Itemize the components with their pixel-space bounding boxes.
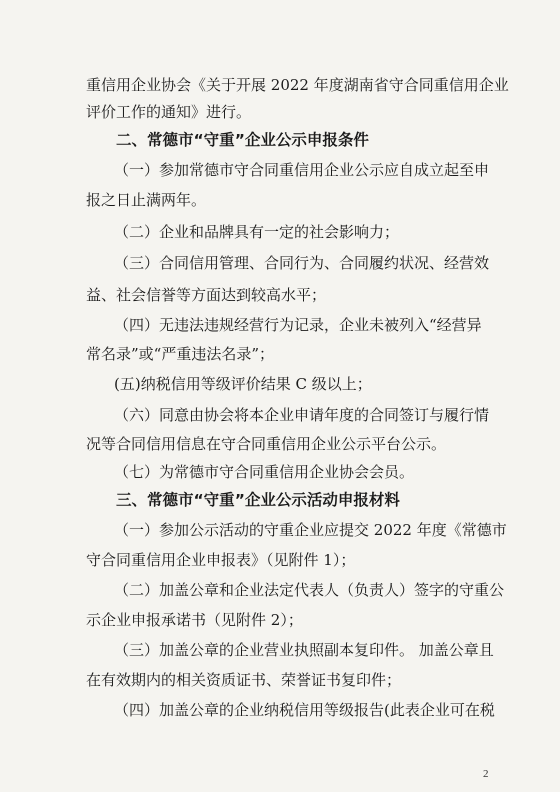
- body-line: （二）企业和品牌具有一定的社会影响力；: [114, 223, 400, 241]
- body-line: 在有效期内的相关资质证书、荣誉证书复印件；: [86, 671, 402, 689]
- body-line: （三）合同信用管理、合同行为、合同履约状况、经营效: [114, 254, 490, 272]
- body-line: (五)纳税信用等级评价结果 C 级以上；: [114, 375, 372, 393]
- body-line: （一）参加常德市守合同重信用企业公示应自成立起至申: [114, 161, 490, 179]
- section-heading: 三、常德市“守重”企业公示活动申报材料: [116, 491, 400, 509]
- body-line: （三）加盖公章的企业营业执照副本复印件。 加盖公章且: [114, 641, 494, 659]
- body-line: （六）同意由协会将本企业申请年度的合同签订与履行情: [114, 406, 490, 424]
- body-line: （一）参加公示活动的守重企业应提交 2022 年度《常德市: [114, 521, 507, 539]
- section-heading: 二、常德市“守重”企业公示申报条件: [116, 131, 369, 149]
- body-line: （二）加盖公章和企业法定代表人（负责人）签字的守重公: [114, 581, 505, 599]
- body-line: 况等合同信用信息在守合同重信用企业公示平台公示。: [86, 435, 447, 453]
- body-line: 益、社会信誉等方面达到较高水平；: [86, 286, 327, 304]
- body-line: （四）加盖公章的企业纳税信用等级报告(此表企业可在税: [114, 701, 495, 719]
- body-line: 示企业申报承诺书（见附件 2）；: [86, 611, 303, 629]
- body-line: 守合同重信用企业申报表》（见附件 1）；: [86, 551, 356, 569]
- body-line: 评价工作的通知》进行。: [86, 103, 252, 121]
- body-line: 报之日止满两年。: [86, 191, 207, 209]
- body-line: （四）无违法违规经营行为记录，企业未被列入“经营异: [114, 316, 482, 334]
- page-number: 2: [483, 768, 489, 780]
- body-line: 重信用企业协会《关于开展 2022 年度湖南省守合同重信用企业: [86, 76, 509, 94]
- body-line: （七）为常德市守合同重信用企业协会会员。: [114, 463, 415, 481]
- body-line: 常名录”或“严重违法名录”；: [86, 345, 275, 363]
